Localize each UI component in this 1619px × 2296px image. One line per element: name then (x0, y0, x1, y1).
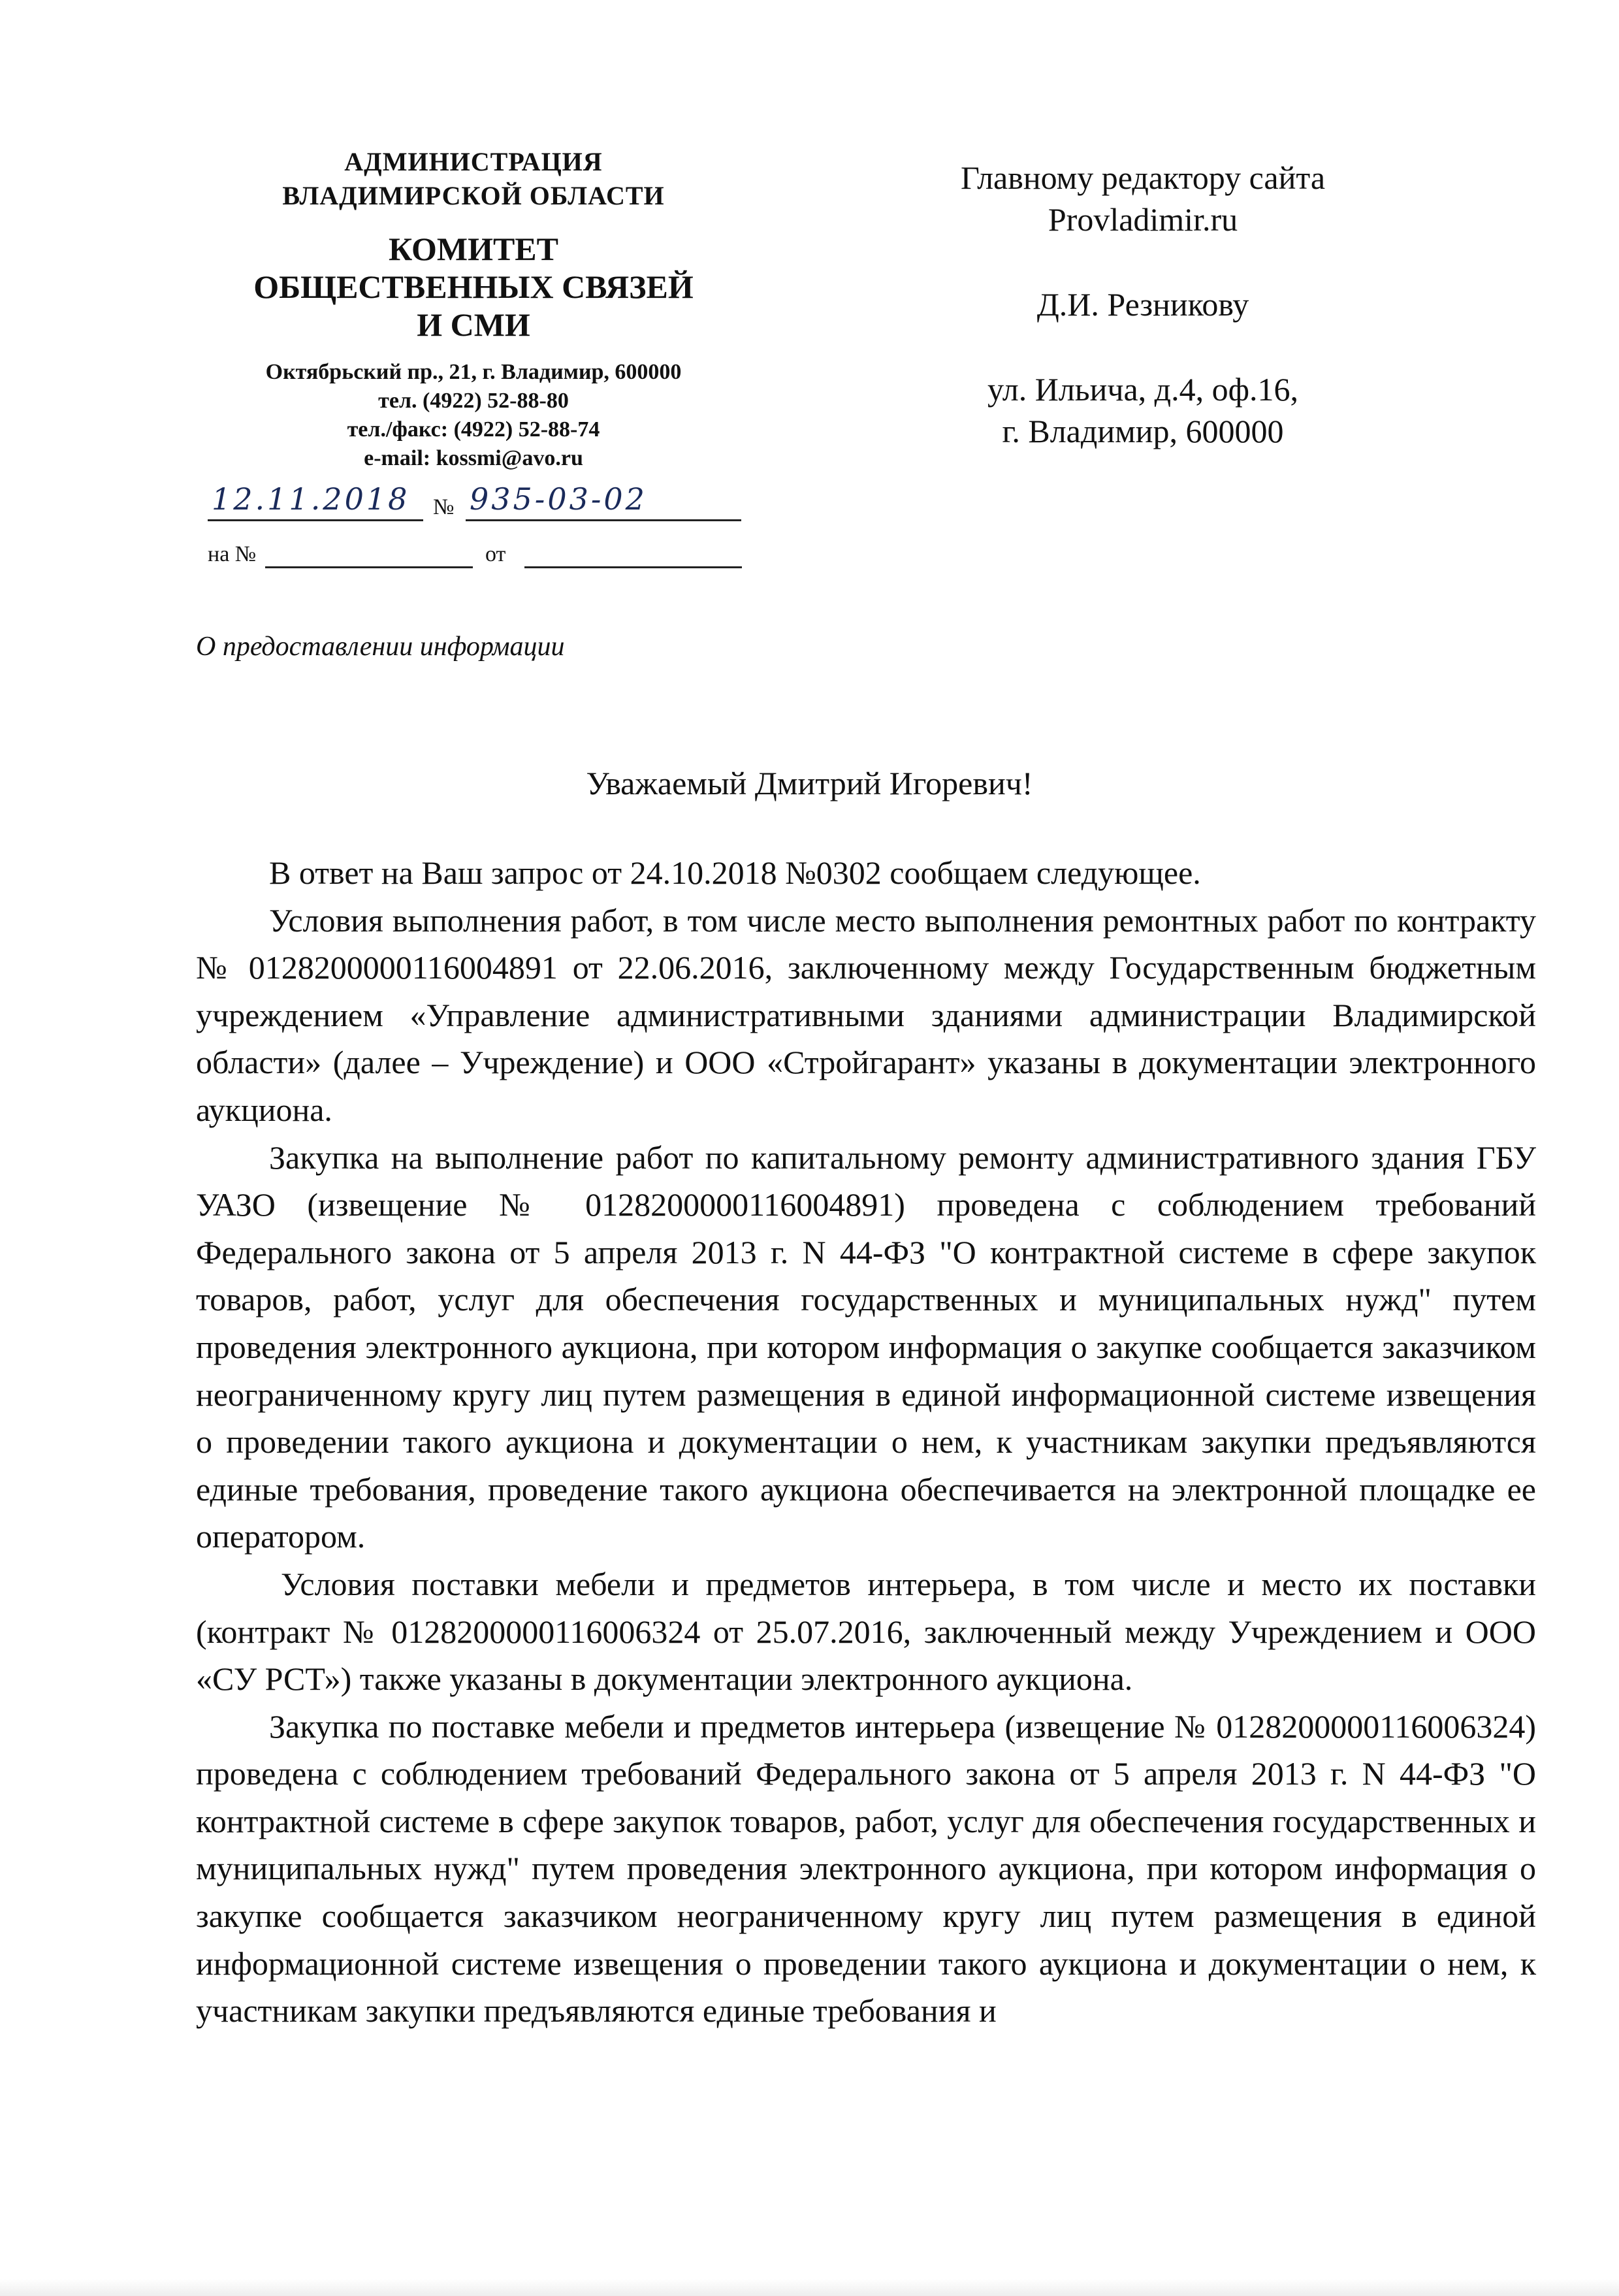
committee-name-line2: ОБЩЕСТВЕННЫХ СВЯЗЕЙ (253, 268, 694, 305)
sender-fax: тел./факс: (4922) 52-88-74 (347, 417, 600, 442)
from-label: от (485, 542, 506, 566)
from-date-field (524, 530, 742, 568)
number-label: № (433, 495, 455, 519)
outgoing-number-field (466, 483, 741, 521)
letter-greeting: Уважаемый Дмитрий Игоревич! (586, 765, 1033, 801)
committee-name-line1: КОМИТЕТ (388, 231, 559, 267)
letter-subject: О предоставлении информации (196, 632, 565, 662)
reply-to-number-field (265, 530, 473, 568)
sender-address: Октябрьский пр., 21, г. Владимир, 600000 (265, 360, 682, 384)
outgoing-date-field (208, 483, 423, 521)
committee-name-line3: И СМИ (417, 306, 530, 343)
recipient-address-line1: ул. Ильича, д.4, оф.16, (987, 371, 1299, 408)
administration-name-line2: ВЛАДИМИРСКОЙ ОБЛАСТИ (282, 181, 665, 210)
recipient-name: Д.И. Резникову (1036, 286, 1249, 323)
body-paragraph: В ответ на Ваш запрос от 24.10.2018 №0302 сообщаем следующее. (269, 854, 1201, 891)
outgoing-date-handwritten: 12.11.2018 (212, 481, 410, 517)
outgoing-number-handwritten: 935-03-02 (470, 481, 647, 517)
body-paragraph: Условия поставки мебели и предметов интерьера, в том числе и место их поставки (контракт № 0128200000116006324 от 25.07.2016, заключенный между Учреждением и ООО «СУ РСТ») также указаны в документации электронного аукциона. (196, 1565, 1536, 1698)
reply-reference-row (208, 529, 743, 568)
scan-bottom-edge (0, 2279, 1619, 2296)
recipient-title: Главному редактору сайта (960, 159, 1326, 196)
registration-block (208, 482, 743, 580)
sender-email: e-mail: kossmi@avo.ru (364, 446, 583, 470)
recipient-site: Provladimir.ru (1048, 201, 1238, 238)
sender-letterhead (196, 145, 751, 473)
sender-phone: тел. (4922) 52-88-80 (378, 389, 569, 413)
body-paragraph: Условия выполнения работ, в том числе место выполнения ремонтных работ по контракту № 0128200000116004891 от 22.06.2016, заключенному между Государственным бюджетным учреждением «Управление административными зданиями администрации Владимирской области» (далее – Учреждение) и ООО «Стройгарант» указаны в документации электронного аукциона. (196, 901, 1536, 1128)
recipient-address-line2: г. Владимир, 600000 (1002, 413, 1284, 449)
recipient-block (901, 157, 1385, 452)
letter-body (196, 849, 1536, 2035)
reply-to-label: на № (208, 542, 257, 566)
administration-name-line1: АДМИНИСТРАЦИЯ (344, 147, 603, 176)
body-paragraph: Закупка на выполнение работ по капитальному ремонту административного здания ГБУ УАЗО (извещение № 0128200000116004891) проведена с соблюдением требований Федерального закона от 5 апреля 2013 г. N 44-ФЗ "О контрактной системе в сфере закупок товаров, работ, услуг для обеспечения государственных и муниципальных нужд" путем проведения электронного аукциона, при котором информация о закупке сообщается заказчиком неограниченному кругу лиц путем размещения в единой информационной системе извещения о проведении такого аукциона и документации о нем, к участникам закупки предъявляются единые требования, проведение такого аукциона обеспечивается на электронной площадке ее оператором. (196, 1139, 1536, 1555)
outgoing-registration-row (208, 482, 743, 521)
body-paragraph: Закупка по поставке мебели и предметов интерьера (извещение № 0128200000116006324) проведена с соблюдением требований Федерального закона от 5 апреля 2013 г. N 44-ФЗ "О контрактной системе в сфере закупок товаров, работ, услуг для обеспечения государственных и муниципальных нужд" путем проведения электронного аукциона, при котором информация о закупке сообщается заказчиком неограниченному кругу лиц путем размещения в единой информационной системе извещения о проведении такого аукциона и документации о нем, к участникам закупки предъявляются единые требования и (196, 1707, 1536, 2029)
